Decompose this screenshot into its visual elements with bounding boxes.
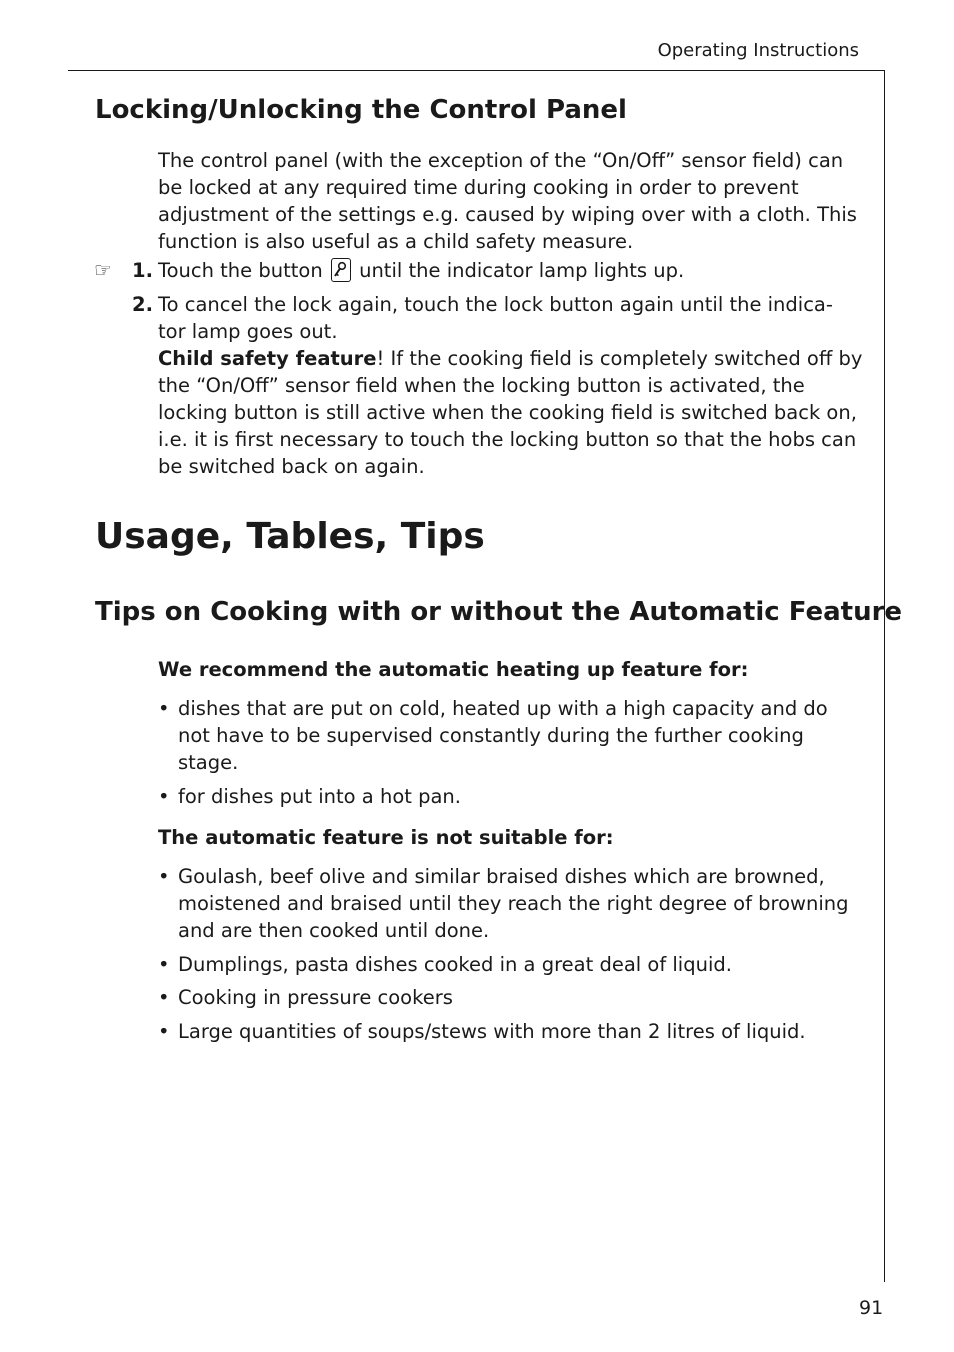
text-line: the “On/Off” sensor field when the locking button is activated, the [158, 374, 805, 397]
child-safety-label: Child safety feature [158, 347, 377, 370]
locking-intro [158, 147, 857, 255]
text-line: adjustment of the settings e.g. caused by wiping over with a cloth. This [158, 203, 857, 226]
bullet-icon: • [158, 1020, 170, 1043]
text-line: and are then cooked until done. [178, 919, 490, 942]
text-line: moistened and braised until they reach the right degree of browning [178, 892, 849, 915]
text-line: for dishes put into a hot pan. [178, 785, 461, 808]
recommend-label: We recommend the automatic heating up feature for: [158, 658, 749, 681]
text-line: be locked at any required time during cooking in order to prevent [158, 176, 799, 199]
margin-rule [884, 70, 885, 1282]
step-1-after: until the indicator lamp lights up. [359, 259, 685, 282]
child-safety-rest: ! If the cooking field is completely switched off by [376, 347, 863, 370]
step-1-text [158, 257, 684, 284]
text-line: Dumplings, pasta dishes cooked in a great deal of liquid. [178, 953, 732, 976]
child-safety-line [158, 345, 862, 372]
bullet-icon: • [158, 986, 170, 1009]
step-number: 1. [132, 259, 153, 282]
step-2-text [158, 291, 862, 480]
not-suitable-label: The automatic feature is not suitable for: [158, 826, 614, 849]
bullet-icon: • [158, 697, 170, 720]
text-line: dishes that are put on cold, heated up with a high capacity and do [178, 697, 828, 720]
page-title: Usage, Tables, Tips [95, 516, 485, 557]
hand-pointer-icon: ☞ [94, 258, 112, 282]
text-line: i.e. it is first necessary to touch the locking button so that the hobs can [158, 428, 857, 451]
bullet-icon: • [158, 953, 170, 976]
text-line: function is also useful as a child safety measure. [158, 230, 634, 253]
header-rule [68, 70, 885, 71]
text-line: Goulash, beef olive and similar braised dishes which are browned, [178, 865, 825, 888]
text-line: not have to be supervised constantly during the further cooking [178, 724, 804, 747]
text-line: To cancel the lock again, touch the lock button again until the indica- [158, 293, 833, 316]
step-1-before: Touch the button [158, 259, 323, 282]
text-line: stage. [178, 751, 239, 774]
section-heading-locking: Locking/Unlocking the Control Panel [95, 95, 627, 125]
text-line: locking button is still active when the cooking field is switched back on, [158, 401, 857, 424]
text-line: Cooking in pressure cookers [178, 986, 453, 1009]
running-header: Operating Instructions [657, 40, 859, 61]
key-lock-icon [331, 258, 351, 282]
text-line: tor lamp goes out. [158, 320, 338, 343]
bullet-icon: • [158, 865, 170, 888]
page-number: 91 [859, 1297, 884, 1319]
section-heading-tips: Tips on Cooking with or without the Automatic Feature [95, 597, 903, 627]
bullet-icon: • [158, 785, 170, 808]
text-line: Large quantities of soups/stews with more than 2 litres of liquid. [178, 1020, 806, 1043]
text-line: be switched back on again. [158, 455, 425, 478]
step-number: 2. [132, 293, 153, 316]
text-line: The control panel (with the exception of the “On/Off” sensor field) can [158, 149, 844, 172]
